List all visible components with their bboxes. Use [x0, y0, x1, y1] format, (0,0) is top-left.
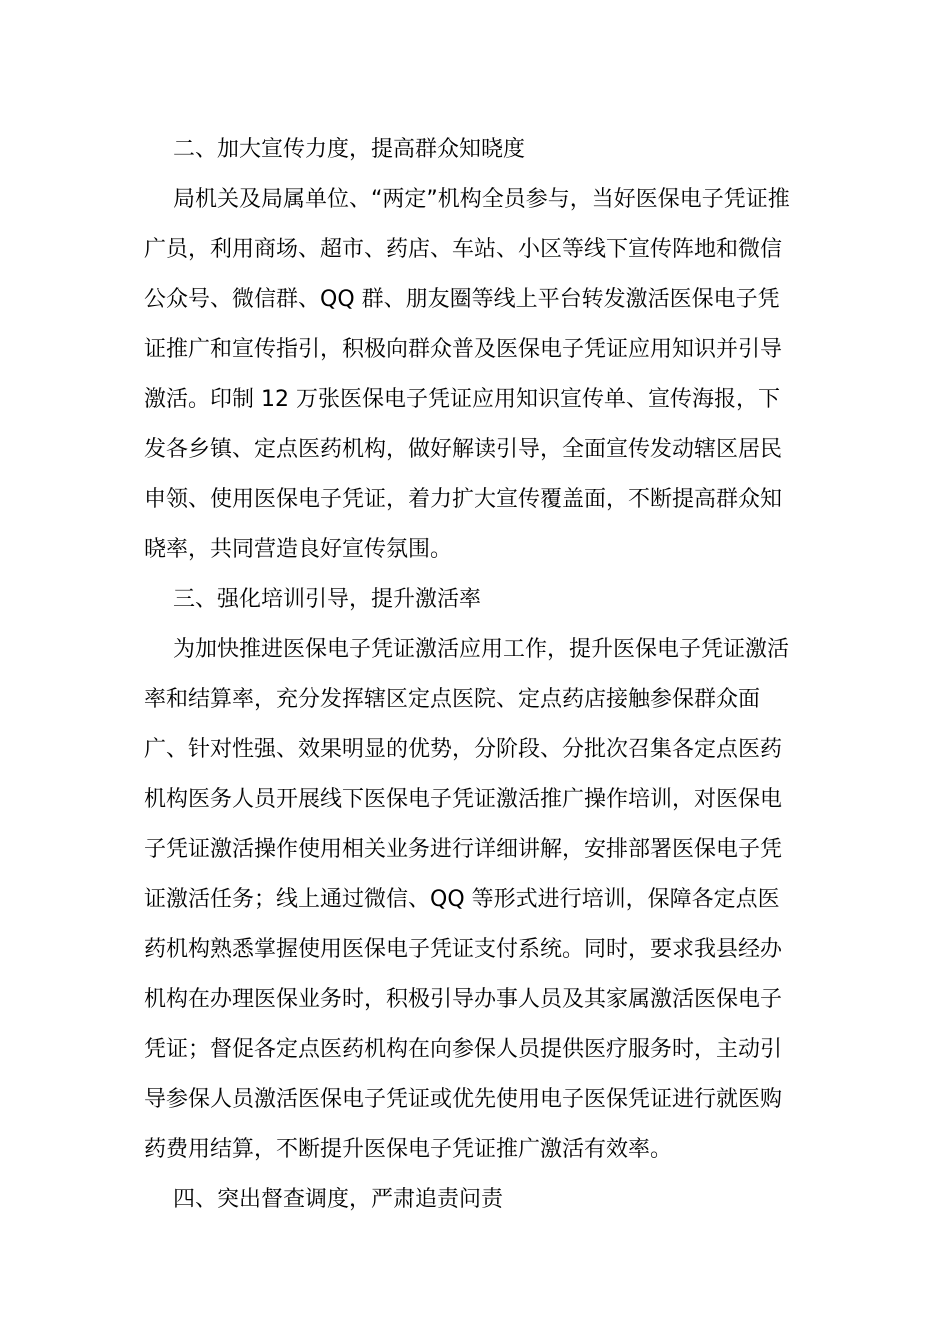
- paragraph-line: 机构在办理医保业务时，积极引导办事人员及其家属激活医保电子: [144, 987, 783, 1012]
- paragraph-line: 申领、使用医保电子凭证，着力扩大宣传覆盖面，不断提高群众知: [144, 487, 783, 512]
- section-heading-training: 三、强化培训引导，提升激活率: [173, 587, 482, 612]
- paragraph-line: 药费用结算，不断提升医保电子凭证推广激活有效率。: [144, 1137, 673, 1162]
- paragraph-line: 证推广和宣传指引，积极向群众普及医保电子凭证应用知识并引导: [144, 337, 783, 362]
- paragraph-line: 公众号、微信群、QQ 群、朋友圈等线上平台转发激活医保电子凭: [144, 287, 780, 312]
- paragraph-line: 激活。印制 12 万张医保电子凭证应用知识宣传单、宣传海报，下: [144, 387, 780, 412]
- paragraph-line: 率和结算率，充分发挥辖区定点医院、定点药店接触参保群众面: [144, 687, 761, 712]
- paragraph-line: 为加快推进医保电子凭证激活应用工作，提升医保电子凭证激活: [173, 637, 790, 662]
- section-heading-supervision: 四、突出督查调度，严肃追责问责: [173, 1187, 504, 1212]
- paragraph-line: 凭证；督促各定点医药机构在向参保人员提供医疗服务时，主动引: [144, 1037, 783, 1062]
- paragraph-line: 机构医务人员开展线下医保电子凭证激活推广操作培训，对医保电: [144, 787, 783, 812]
- paragraph-line: 子凭证激活操作使用相关业务进行详细讲解，安排部署医保电子凭: [144, 837, 783, 862]
- paragraph-line: 导参保人员激活医保电子凭证或优先使用电子医保凭证进行就医购: [144, 1087, 783, 1112]
- paragraph-line: 晓率，共同营造良好宣传氛围。: [144, 537, 453, 562]
- paragraph-line: 广员，利用商场、超市、药店、车站、小区等线下宣传阵地和微信: [144, 237, 783, 262]
- paragraph-line: 发各乡镇、定点医药机构，做好解读引导，全面宣传发动辖区居民: [144, 437, 783, 462]
- paragraph-line: 局机关及局属单位、“两定”机构全员参与，当好医保电子凭证推: [173, 187, 790, 212]
- paragraph-line: 广、针对性强、效果明显的优势，分阶段、分批次召集各定点医药: [144, 737, 783, 762]
- paragraph-line: 药机构熟悉掌握使用医保电子凭证支付系统。同时，要求我县经办: [144, 937, 783, 962]
- paragraph-line: 证激活任务；线上通过微信、QQ 等形式进行培训，保障各定点医: [144, 887, 780, 912]
- section-heading-publicity: 二、加大宣传力度，提高群众知晓度: [173, 137, 526, 162]
